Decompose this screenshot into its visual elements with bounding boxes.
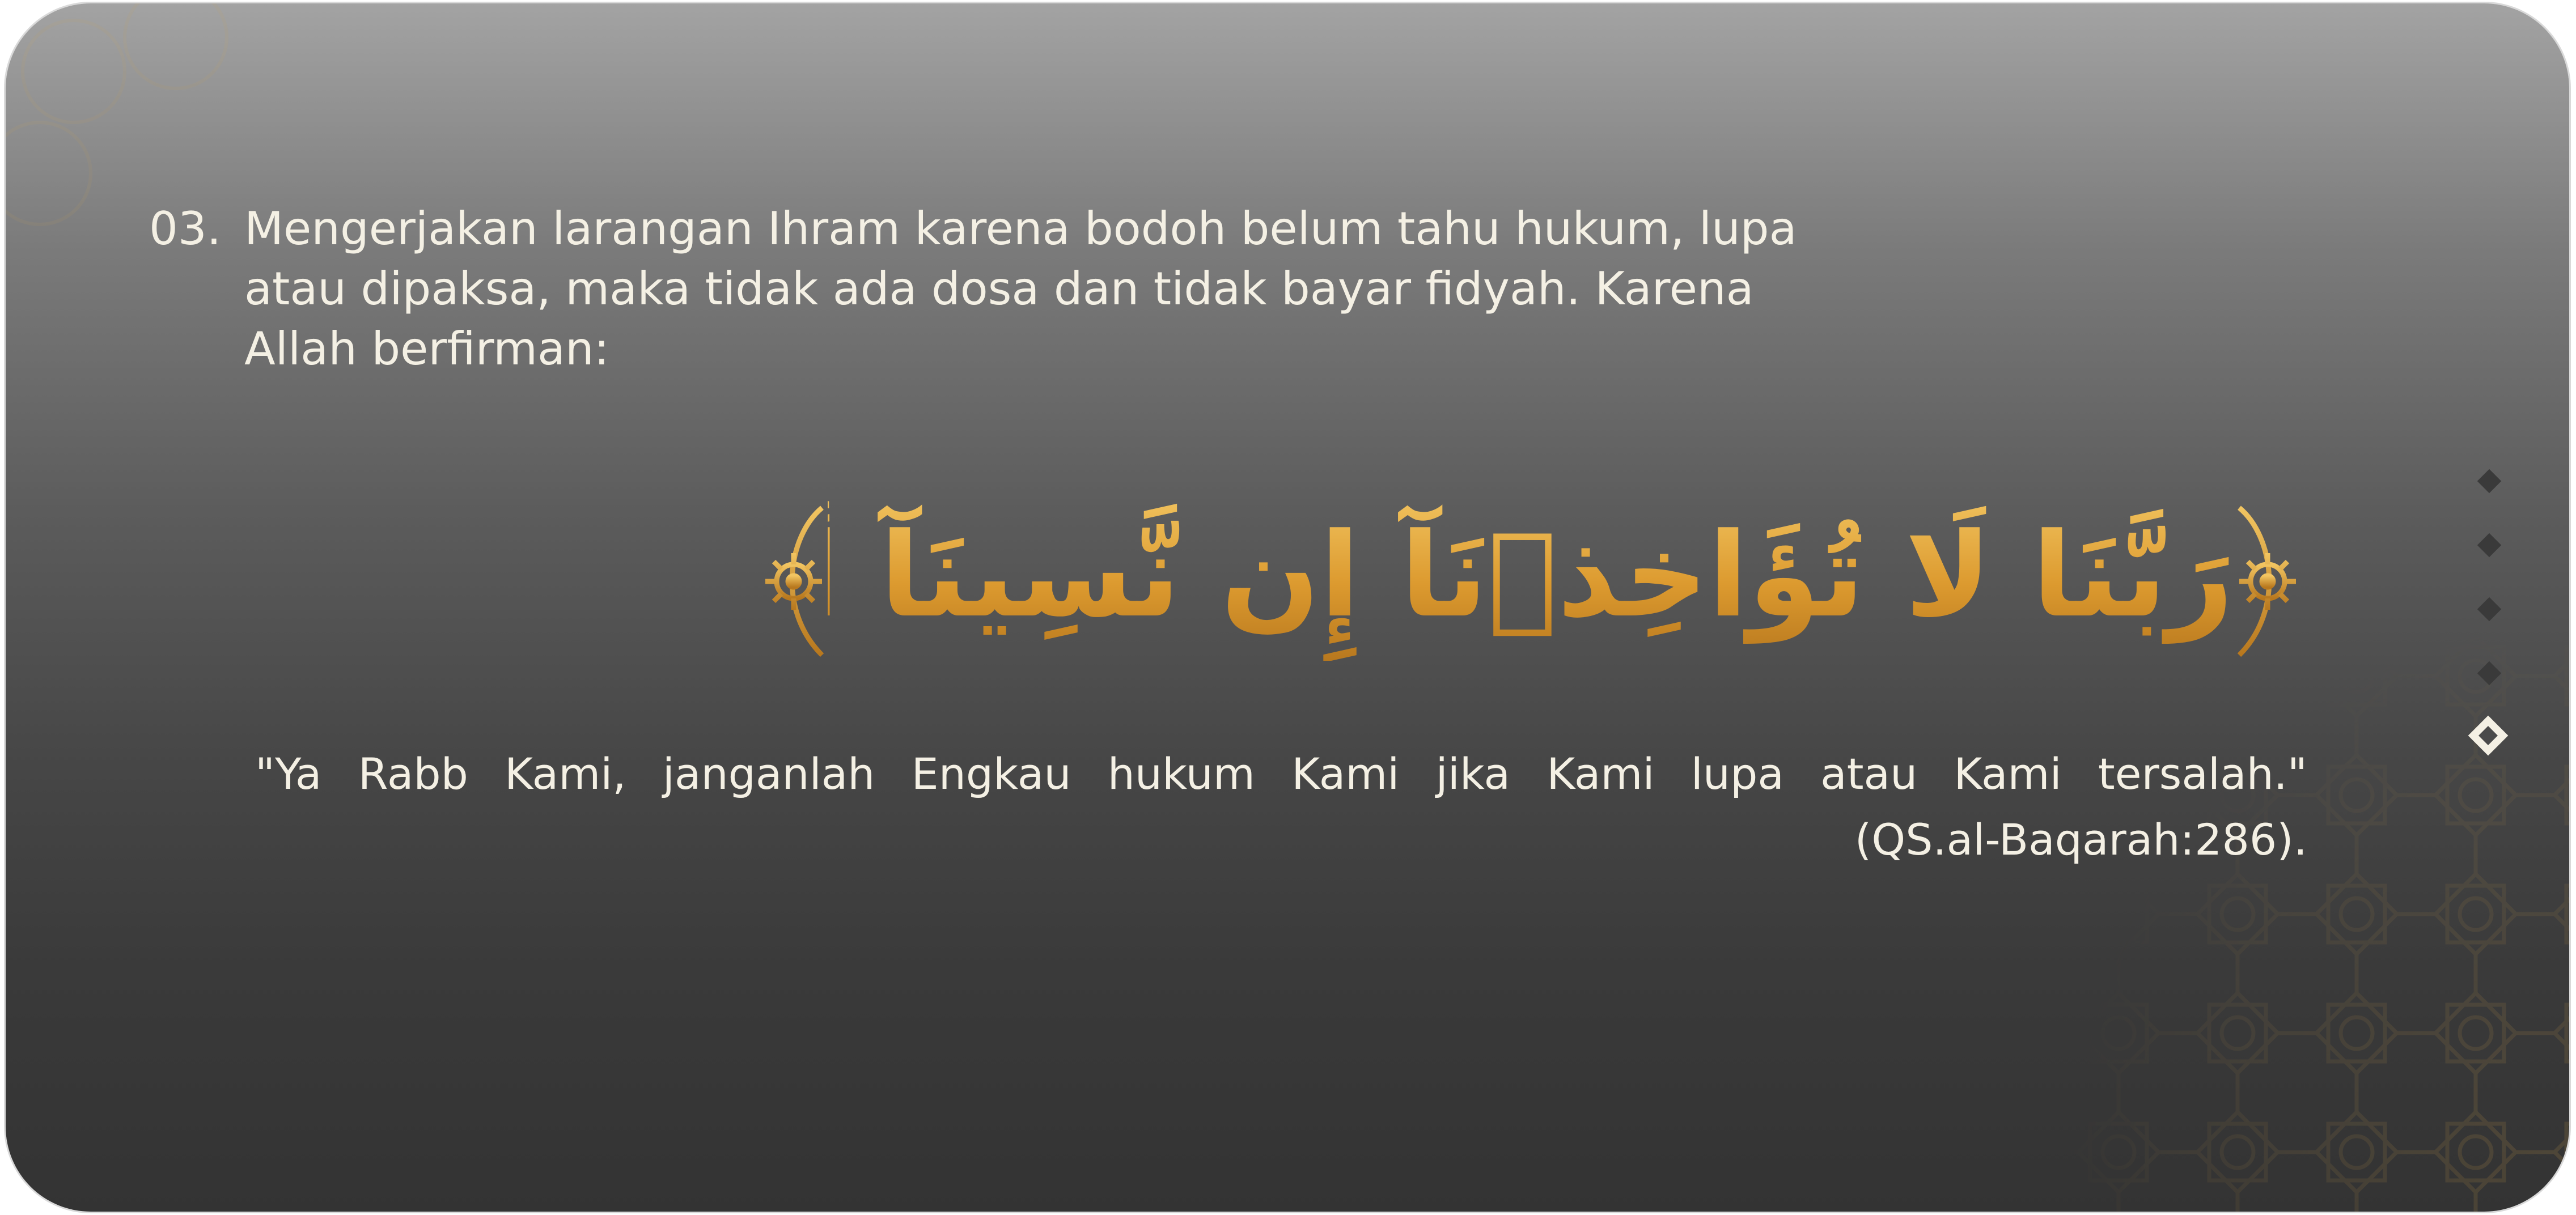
item-text-line: Allah berfirman: — [244, 322, 609, 375]
pagination-dot[interactable] — [2477, 661, 2501, 685]
ornament-bracket-right-icon — [2239, 508, 2296, 655]
verse-reference: (QS.al-Baqarah:286). — [1854, 814, 2307, 865]
item-text-line: Mengerjakan larangan Ihram karena bodoh belum tahu hukum, lupa — [244, 202, 1797, 255]
translation-word: Engkau — [911, 749, 1071, 799]
translation-word: jika — [1435, 749, 1511, 799]
translation-quote — [255, 741, 2307, 807]
translation-word: Kami — [1547, 749, 1655, 799]
arabic-verse-text: رَبَّنَا لَا تُؤَاخِذۡنَآ إِن نَّسِينَآ أَوۡ أَخۡطَأۡنَاۚ — [828, 491, 2234, 661]
quran-verse — [40, 468, 2319, 683]
pagination-dot[interactable] — [2477, 469, 2501, 493]
pagination-dot[interactable] — [2477, 597, 2501, 621]
translation-word: Kami — [1291, 749, 1400, 799]
translation-word: janganlah — [662, 749, 875, 799]
verse-translation — [255, 741, 2307, 873]
item-text-line: atau dipaksa, maka tidak ada dosa dan tidak bayar fidyah. Karena — [244, 262, 1754, 315]
translation-word: Kami — [1954, 749, 2062, 799]
pagination-dots — [2466, 468, 2511, 785]
translation-word: lupa — [1690, 749, 1784, 799]
content-card — [6, 3, 2569, 1212]
translation-word: Rabb — [358, 749, 468, 799]
pagination-dot[interactable] — [2477, 533, 2501, 557]
translation-word: Kami, — [505, 749, 626, 799]
translation-word: tersalah." — [2098, 749, 2307, 799]
translation-word: hukum — [1107, 749, 1255, 799]
translation-word: "Ya — [255, 749, 322, 799]
translation-word: atau — [1820, 749, 1918, 799]
item-number: 03. — [149, 202, 222, 255]
pagination-dot-active[interactable] — [2468, 716, 2509, 756]
item-text — [244, 199, 1877, 379]
